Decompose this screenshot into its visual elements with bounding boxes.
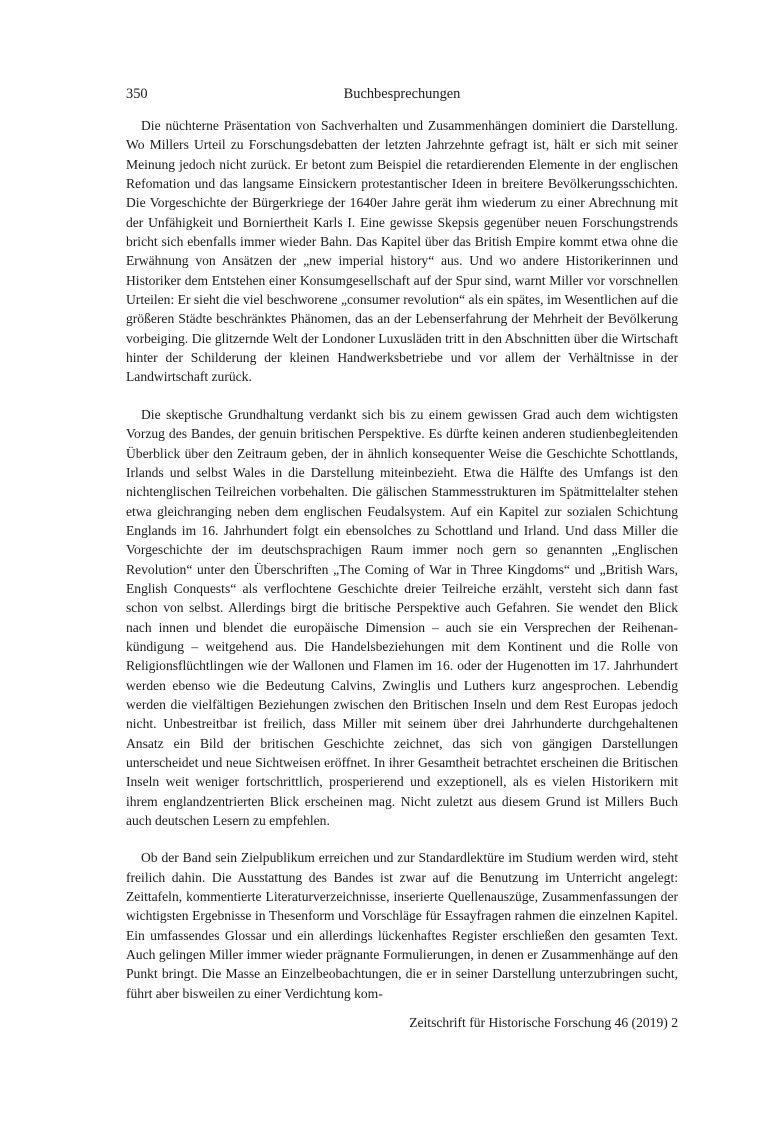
journal-footer: Zeitschrift für Historische Forschung 46 (2019) 2 <box>409 1015 678 1030</box>
running-title: Buchbesprechungen <box>343 86 461 102</box>
running-header <box>126 84 678 104</box>
body-text <box>126 116 678 1003</box>
paragraph-2: Die skeptische Grundhaltung verdankt sich bis zu einem gewissen Grad auch dem wichtigsten Vorzug des Bandes, der genuin britischen Perspektive. Es dürfte keinen anderen studienbegleitenden Überblick über den Zeitraum geben, der in ähnlich konsequenter Weise die Geschichte Schottlands, Irlands und selbst Wales in die Darstellung miteinbezieht. Etwa die Hälfte des Umfangs ist den nichtenglischen Teilreichen vorbehalten. Die gälischen Stammesstrukturen im Spätmittelalter stehen etwa gleichranging neben dem englischen Feudalsystem. Auf ein Kapitel zur sozialen Schichtung Englands im 16. Jahrhundert folgt ein ebensolches zu Schottland und Irland. Und dass Miller die Vorgeschichte der im deutschsprachigen Raum immer noch gern so genannten „Englischen Revolution“ unter den Überschriften „The Coming of War in Three Kingdoms“ und „British Wars, English Conquests“ als verflochtene Geschichte dreier Teilreiche erzählt, versteht sich dann fast schon von selbst. Allerdings birgt die britische Perspektive auch Gefahren. Sie wendet den Blick nach innen und blendet die europäische Dimension – auch sie ein Versprechen der Reihenankündigung – weitgehend aus. Die Handelsbeziehungen mit dem Kontinent und die Rolle von Religionsflüchtlingen wie der Wallonen und Flamen im 16. oder der Hugenotten im 17. Jahrhundert werden ebenso wie die Bedeutung Calvins, Zwinglis und Luthers kurz angesprochen. Lebendig werden die vielfältigen Beziehungen zwischen den Britischen Inseln und dem Rest Europas jedoch nicht. Unbestreitbar ist freilich, dass Miller mit seinem über drei Jahrhunderte durchgehaltenen Ansatz ein Bild der britischen Geschichte zeichnet, das sich von gängigen Darstellungen unterscheidet und neue Sichtweisen eröffnet. In ihrer Gesamtheit betrachtet erscheinen die Britischen Inseln weit weniger fortschrittlich, prosperierend und exzeptionell, als es vielen Historikern mit ihrem englandzentrierten Blick erscheinen mag. Nicht zuletzt aus diesem Grund ist Millers Buch auch deutschen Lesern zu empfehlen. <box>126 406 678 829</box>
paragraph-1: Die nüchterne Präsentation von Sachverhalten und Zusammenhängen dominiert die Darstellung. Wo Millers Urteil zu Forschungsdebatten der letzten Jahrzehnte gefragt ist, hält er sich mit seiner Meinung jedoch nicht zurück. Er betont zum Beispiel die retardierenden Elemente in der englischen Refomation und das langsame Einsickern protestantischer Ideen in breitere Bevölkerungsschichten. Die Vorgeschichte der Bürgerkriege der 1640er Jahre gerät ihm wiederum zu einer Abrechnung mit der Unfähigkeit und Borniertheit Karls I. Eine gewisse Skepsis gegenüber neuen Forschungstrends bricht sich ebenfalls immer wieder Bahn. Das Kapitel über das British Empire kommt etwa ohne die Erwähnung von Ansätzen der „new imperial history“ aus. Und wo andere Historikerinnen und Historiker dem Entstehen einer Konsumgesellschaft auf der Spur sind, warnt Miller vor vorschnellen Urteilen: Er sieht die viel beschworene „consumer revolution“ als ein spätes, im Wesentlichen auf die größeren Städte beschränktes Phänomen, das an der Lebenserfahrung der Mehrheit der Bevölkerung vorbeiging. Die glitzernde Welt der Londoner Luxusläden tritt in den Abschnitten über die Wirtschaft hinter der Schilderung der kleinen Handwerksbetriebe und vor allem der Verhältnisse in der Landwirtschaft zurück. <box>126 118 678 385</box>
page-number: 350 <box>126 86 148 102</box>
page-content <box>126 84 678 1003</box>
paragraph-3: Ob der Band sein Zielpublikum erreichen und zur Standardlektüre im Studium werden wird, steht freilich dahin. Die Ausstattung des Bandes ist zwar auf die Benutzung im Unterricht angelegt: Zeittafeln, kommentierte Literaturverzeichnisse, inserierte Quellenauszüge, Zusammenfassungen der wichtigsten Ergebnisse in Thesenform und Vorschläge für Essayfragen rahmen die einzelnen Kapitel. Ein umfassendes Glossar und ein allerdings lückenhaftes Register erschließen den gesamten Text. Auch gelingen Miller immer wieder prägnante Formulierungen, in denen er Zusammenhänge auf den Punkt bringt. Die Masse an Einzelbeobachtungen, die er in seiner Darstellung unterzubringen sucht, führt aber bisweilen zu einer Verdichtung kom- <box>126 850 678 1001</box>
